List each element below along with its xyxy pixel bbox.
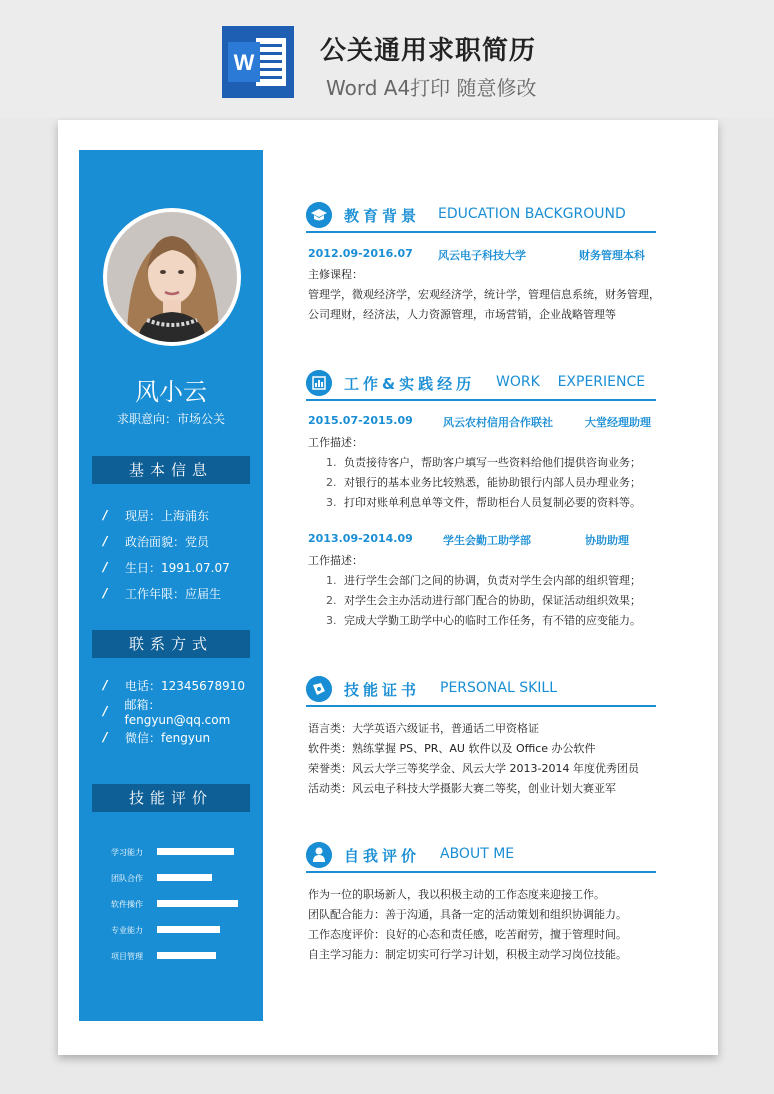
svg-text:W: W (233, 50, 255, 75)
job-duty: 1. 进行学生会部门之间的协调，负责对学生会内部的组织管理； (326, 574, 641, 587)
job-desc-label: 工作描述： (308, 436, 363, 449)
skill-level-bar (157, 848, 234, 855)
skill-label: 学习能力 (111, 848, 143, 857)
resume-paper (58, 120, 718, 1055)
skill-line: 活动类：风云电子科技大学摄影大赛二等奖，创业计划大赛亚军 (308, 782, 616, 795)
courses-label: 主修课程： (308, 268, 363, 281)
list-item: / 邮箱：fengyun@qq.com (103, 697, 231, 727)
courses-line: 管理学，微观经济学，宏观经济学，统计学，管理信息系统，财务管理， (308, 288, 660, 301)
skill-line: 语言类：大学英语六级证书，普通话二甲资格证 (308, 722, 539, 735)
list-item: / 生日：1991.07.07 (103, 560, 230, 575)
banner-subtitle: Word A4打印 随意修改 (326, 76, 537, 100)
skill-row (79, 918, 263, 944)
job-org: 风云农村信用合作联社 (443, 416, 553, 429)
skill-row (79, 866, 263, 892)
section-title-cn: 教育背景 (344, 207, 421, 225)
skill-label: 专业能力 (111, 926, 143, 935)
slash-icon: / (103, 508, 108, 522)
certificate-icon (306, 676, 332, 702)
list-item: / 工作年限：应届生 (103, 586, 222, 601)
bar-chart-icon (306, 370, 332, 396)
slash-icon: / (103, 534, 108, 548)
about-line: 作为一位的职场新人，我以积极主动的工作态度来迎接工作。 (308, 888, 605, 901)
basic-info-heading: 基本信息 (92, 456, 250, 484)
sidebar (79, 150, 263, 1021)
job-period: 2013.09-2014.09 (308, 532, 413, 545)
basic-info-list (103, 502, 263, 606)
edu-period: 2012.09-2016.07 (308, 247, 413, 260)
job-duty: 2. 对银行的基本业务比较熟悉，能协助银行内部人员办理业务； (326, 476, 641, 489)
skill-row (79, 892, 263, 918)
word-icon (222, 26, 294, 98)
work-header (306, 368, 656, 402)
about-line: 自主学习能力：制定切实可行学习计划，积极主动学习岗位技能。 (308, 948, 627, 961)
skill-row (79, 944, 263, 970)
section-rule (306, 231, 656, 233)
section-title-en: WORK EXPERIENCE (496, 374, 646, 390)
edu-school: 风云电子科技大学 (438, 249, 526, 262)
contact-heading: 联系方式 (92, 630, 250, 658)
skill-level-bar (157, 900, 238, 907)
job-duty: 2. 对学生会主办活动进行部门配合的协助，保证活动组织效果； (326, 594, 641, 607)
job-role: 大堂经理助理 (585, 416, 651, 429)
skill-line: 荣誉类：风云大学三等奖学金、风云大学 2013-2014 年度优秀团员 (308, 762, 639, 775)
about-line: 工作态度评价：良好的心态和责任感，吃苦耐劳，擅于管理时间。 (308, 928, 627, 941)
skill-label: 团队合作 (111, 874, 143, 883)
list-item: / 微信：fengyun (103, 730, 211, 745)
skill-label: 软件操作 (111, 900, 143, 909)
job-duty: 1. 负责接待客户，帮助客户填写一些资料给他们提供咨询业务； (326, 456, 641, 469)
job-period: 2015.07-2015.09 (308, 414, 413, 427)
list-item: / 电话：12345678910 (103, 678, 245, 693)
skill-level-bar (157, 926, 220, 933)
skill-row (79, 840, 263, 866)
avatar-frame (103, 208, 241, 346)
section-rule (306, 399, 656, 401)
section-title-en: PERSONAL SKILL (440, 680, 558, 696)
avatar (107, 212, 237, 342)
section-title-cn: 自我评价 (344, 847, 421, 865)
slash-icon: / (103, 560, 108, 574)
section-rule (306, 705, 656, 707)
skill-level-bar (157, 874, 212, 881)
slash-icon: / (103, 586, 108, 600)
job-intent: 求职意向：市场公关 (116, 412, 225, 426)
education-header (306, 200, 656, 234)
skill-header (306, 674, 656, 708)
banner-title: 公关通用求职简历 (320, 36, 537, 66)
about-header (306, 840, 656, 874)
edu-major: 财务管理本科 (579, 249, 645, 262)
slash-icon: / (103, 678, 108, 692)
graduation-cap-icon (306, 202, 332, 228)
person-icon (306, 842, 332, 868)
courses-line: 公司理财，经济法，人力资源管理，市场营销，企业战略管理等 (308, 308, 616, 321)
job-duty: 3. 完成大学勤工助学中心的临时工作任务，有不错的应变能力。 (326, 614, 641, 627)
job-role: 协助助理 (585, 534, 629, 547)
list-item: / 现居：上海浦东 (103, 508, 210, 523)
skill-label: 项目管理 (111, 952, 143, 961)
job-duty: 3. 打印对账单利息单等文件，帮助柜台人员复制必要的资料等。 (326, 496, 641, 509)
contact-list (103, 672, 263, 750)
section-title-cn: 工作&实践经历 (344, 375, 476, 393)
slash-icon: / (103, 730, 108, 744)
section-title-en: ABOUT ME (440, 846, 515, 862)
skill-level-bar (157, 952, 216, 959)
list-item: / 政治面貌：党员 (103, 534, 210, 549)
skill-line: 软件类：熟练掌握 PS、PR、AU 软件以及 Office 办公软件 (308, 742, 596, 755)
section-rule (306, 871, 656, 873)
job-org: 学生会勤工助学部 (443, 534, 531, 547)
candidate-name: 风小云 (135, 378, 207, 406)
about-line: 团队配合能力：善于沟通，具备一定的活动策划和组织协调能力。 (308, 908, 627, 921)
section-title-en: EDUCATION BACKGROUND (438, 206, 626, 222)
job-desc-label: 工作描述： (308, 554, 363, 567)
section-title-cn: 技能证书 (344, 681, 421, 699)
skills-heading: 技能评价 (92, 784, 250, 812)
slash-icon: / (103, 704, 108, 718)
banner (0, 0, 774, 118)
